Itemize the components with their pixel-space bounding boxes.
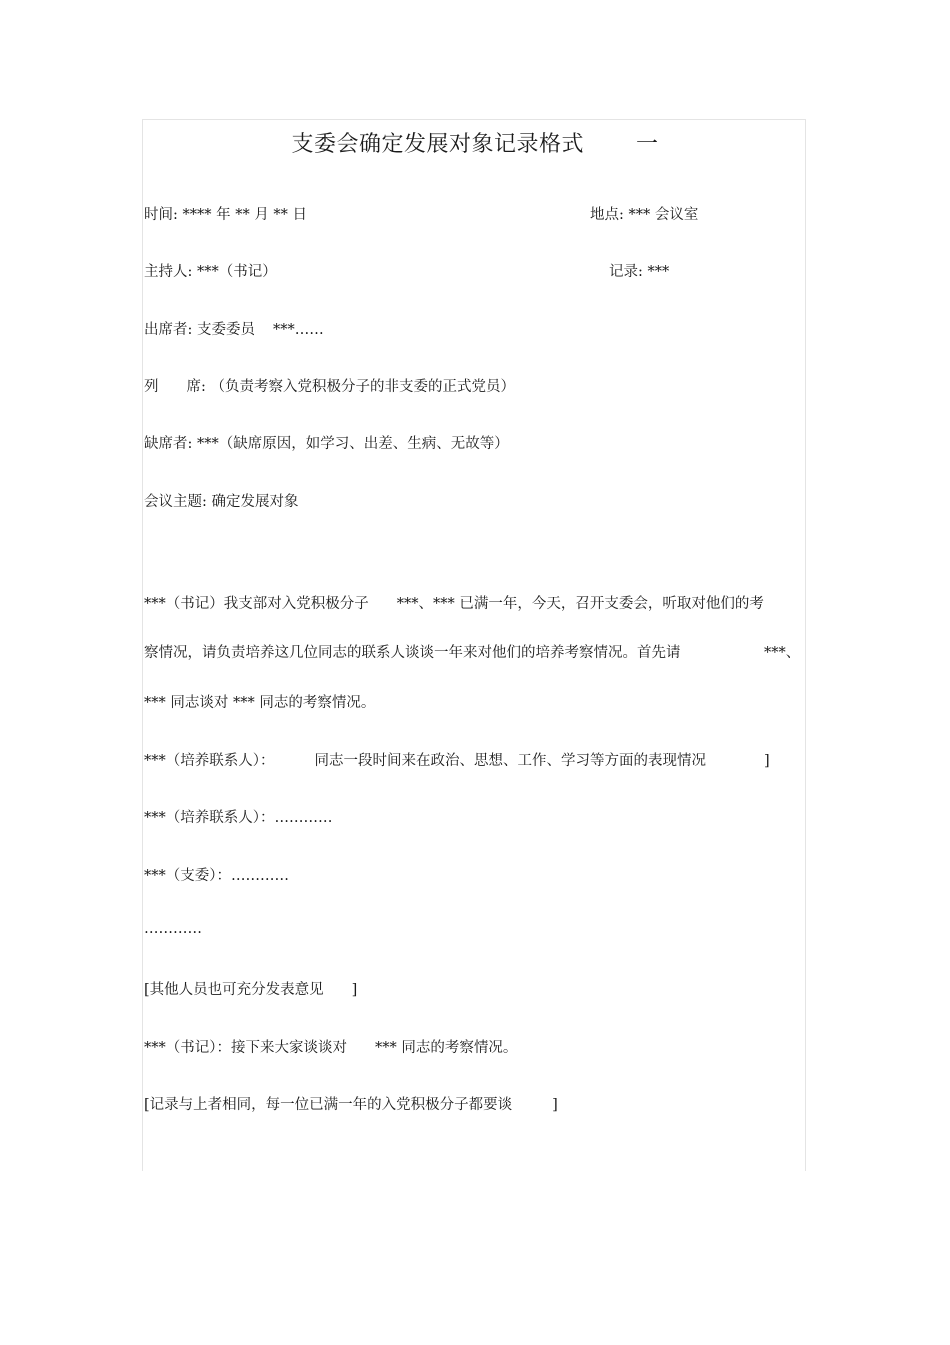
ellipsis-line	[144, 919, 202, 939]
host-label: 主持人:	[144, 264, 193, 280]
title-suffix: 一	[636, 132, 659, 157]
attendees-names: ***……	[273, 322, 324, 338]
note-line-1	[144, 980, 357, 1000]
time-line	[144, 205, 307, 225]
observers-value: （负责考察入党积极分子的非支委的正式党员）	[210, 379, 515, 395]
place-label: 地点:	[590, 207, 624, 223]
body-line-3	[144, 693, 375, 713]
speaker-text: 同志一段时间来在政治、思想、工作、学习等方面的表现情况	[314, 753, 706, 769]
speaker-line-3	[144, 866, 289, 886]
topic-line	[144, 492, 299, 512]
absent-line	[144, 434, 509, 454]
speaker-text: *** 同志的考察情况。	[375, 1040, 518, 1056]
speaker-text: ***（培养联系人）：…………	[144, 810, 333, 826]
ellipsis-text: …………	[144, 921, 202, 937]
body-text: ***、	[764, 645, 801, 661]
host-value: ***（书记）	[197, 264, 277, 280]
absent-value: ***（缺席原因，如学习、出差、生病、无故等）	[197, 436, 509, 452]
place-line	[590, 205, 698, 225]
recorder-label: 记录:	[609, 264, 643, 280]
speaker-line-1-end	[764, 751, 770, 771]
bracket: ]	[764, 753, 770, 769]
observers-label-a: 列	[144, 379, 159, 395]
document-title	[0, 127, 950, 158]
body-line-2	[144, 643, 681, 663]
speaker-text: ***（支委）：…………	[144, 868, 289, 884]
bracket: ]	[552, 1097, 558, 1113]
body-text: ***、*** 已满一年，今天，召开支委会，听取对他们的考	[396, 596, 764, 612]
recorder-value: ***	[647, 264, 670, 280]
body-line-2-end	[764, 643, 800, 663]
absent-label: 缺席者:	[144, 436, 193, 452]
bracket: ]	[351, 982, 358, 998]
attendees-line	[144, 320, 324, 340]
host-line	[144, 262, 277, 282]
note-text: [记录与上者相同，每一位已满一年的入党积极分子都要谈	[144, 1097, 513, 1113]
body-text: ***（书记）我支部对入党积极分子	[144, 596, 369, 612]
note-text: [其他人员也可充分发表意见	[144, 982, 324, 998]
time-label: 时间:	[144, 207, 178, 223]
time-value: **** 年 ** 月 ** 日	[182, 207, 308, 223]
body-text: *** 同志谈对 *** 同志的考察情况。	[144, 695, 376, 711]
speaker-text: ***（书记）：接下来大家谈谈对	[144, 1040, 347, 1056]
note-line-2	[144, 1095, 558, 1115]
place-value: *** 会议室	[628, 207, 699, 223]
speaker-label: ***（培养联系人）：	[144, 753, 275, 769]
observers-line	[144, 377, 515, 397]
attendees-label: 出席者:	[144, 322, 193, 338]
attendees-value: 支委委员	[197, 322, 255, 338]
speaker-line-4	[144, 1038, 517, 1058]
title-text: 支委会确定发展对象记录格式	[291, 132, 584, 157]
speaker-line-2	[144, 808, 333, 828]
speaker-line-1	[144, 751, 706, 771]
body-text: 察情况，请负责培养这几位同志的联系人谈谈一年来对他们的培养考察情况。首先请	[144, 645, 681, 661]
body-line-1	[144, 594, 764, 614]
topic-label: 会议主题:	[144, 494, 207, 510]
observers-label-b: 席:	[186, 379, 206, 395]
recorder-line	[609, 262, 669, 282]
topic-value: 确定发展对象	[211, 494, 299, 510]
